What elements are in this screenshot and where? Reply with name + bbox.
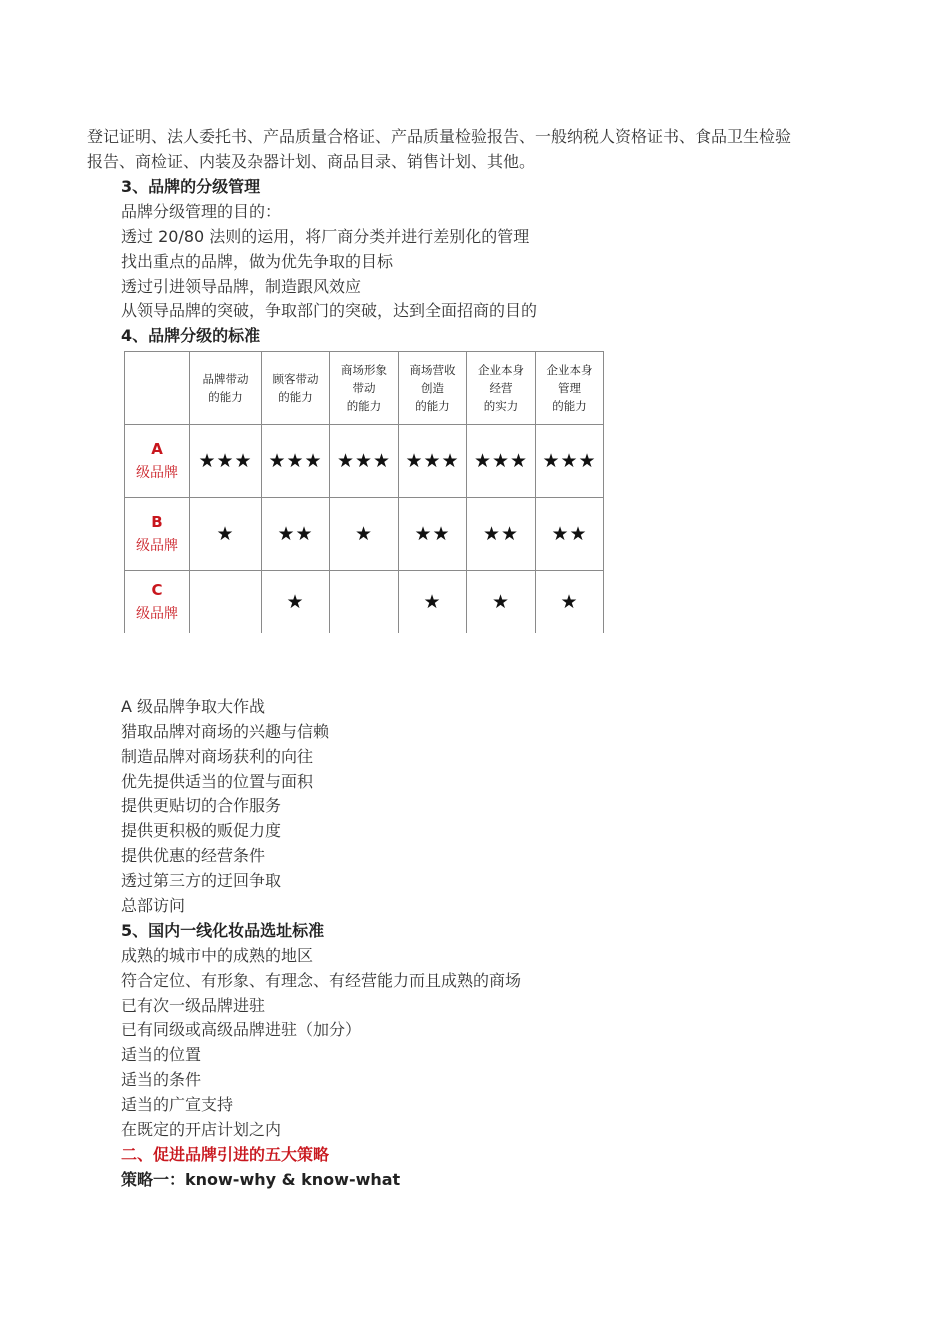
- table-header-cell: 企业本身 经营 的实力: [467, 352, 536, 425]
- star-rating: [330, 571, 399, 634]
- table-corner-cell: [125, 352, 190, 425]
- section-3-line: 透过引进领导品牌，制造跟风效应: [121, 277, 362, 296]
- section-5-line: 已有次一级品牌进驻: [121, 996, 266, 1015]
- star-rating: ★★★: [330, 425, 399, 498]
- star-rating: ★★★: [467, 425, 536, 498]
- table-row-b: [125, 498, 604, 571]
- intro-line-1: 登记证明、法人委托书、产品质量合格证、产品质量检验报告、一般纳税人资格证书、食品卫生检验: [87, 127, 792, 146]
- a-grade-line: 提供更贴切的合作服务: [121, 796, 282, 815]
- grade-label-a: A 级品牌: [125, 425, 190, 498]
- a-grade-line: 提供更积极的贩促力度: [121, 821, 282, 840]
- star-rating: ★★: [262, 498, 330, 571]
- table-header-cell: 顾客带动 的能力: [262, 352, 330, 425]
- section-5-line: 符合定位、有形象、有理念、有经营能力而且成熟的商场: [121, 971, 522, 990]
- grade-label-c: C 级品牌: [125, 571, 190, 634]
- table-row-a: [125, 425, 604, 498]
- star-rating: ★★: [536, 498, 604, 571]
- star-rating: ★★★: [536, 425, 604, 498]
- star-rating: ★: [262, 571, 330, 634]
- star-rating: ★: [330, 498, 399, 571]
- section-3-line: 品牌分级管理的目的：: [121, 202, 282, 221]
- section-5-line: 适当的广宣支持: [121, 1095, 234, 1114]
- a-grade-line: 制造品牌对商场获利的向往: [121, 747, 314, 766]
- strategy-1-heading: 策略一：know-why & know-what: [121, 1170, 401, 1189]
- star-rating: ★★: [467, 498, 536, 571]
- table-header-cell: 企业本身 管理 的能力: [536, 352, 604, 425]
- star-rating: ★: [190, 498, 262, 571]
- a-grade-line: 优先提供适当的位置与面积: [121, 772, 314, 791]
- section-5-heading: 5、国内一线化妆品选址标准: [121, 921, 325, 940]
- section-4-heading: 4、品牌分级的标准: [121, 326, 261, 345]
- section-5-line: 已有同级或高级品牌进驻（加分）: [121, 1020, 362, 1039]
- section-5-line: 适当的条件: [121, 1070, 202, 1089]
- star-rating: ★: [399, 571, 467, 634]
- star-rating: [190, 571, 262, 634]
- table-header-row: [125, 352, 604, 425]
- star-rating: ★: [536, 571, 604, 634]
- a-grade-line: 总部访问: [121, 896, 186, 915]
- brand-grade-table: [124, 351, 604, 633]
- a-grade-line: 猎取品牌对商场的兴趣与信赖: [121, 722, 330, 741]
- section-3-line: 透过 20/80 法则的运用，将厂商分类并进行差别化的管理: [121, 227, 530, 246]
- star-rating: ★★★: [262, 425, 330, 498]
- section-3-line: 找出重点的品牌，做为优先争取的目标: [121, 252, 394, 271]
- table-header-cell: 商场形象 带动 的能力: [330, 352, 399, 425]
- section-5-line: 在既定的开店计划之内: [121, 1120, 282, 1139]
- star-rating: ★★★: [399, 425, 467, 498]
- grade-label-b: B 级品牌: [125, 498, 190, 571]
- intro-line-2: 报告、商检证、内装及杂器计划、商品目录、销售计划、其他。: [87, 152, 536, 171]
- table-header-cell: 商场营收 创造 的能力: [399, 352, 467, 425]
- section-5-line: 成熟的城市中的成熟的地区: [121, 946, 314, 965]
- section-5-line: 适当的位置: [121, 1045, 202, 1064]
- section-3-heading: 3、品牌的分级管理: [121, 177, 261, 196]
- star-rating: ★★: [399, 498, 467, 571]
- a-grade-line: 提供优惠的经营条件: [121, 846, 266, 865]
- a-grade-line: A 级品牌争取大作战: [121, 697, 266, 716]
- star-rating: ★★★: [190, 425, 262, 498]
- table-row-c: [125, 571, 604, 634]
- part-2-heading: 二、促进品牌引进的五大策略: [121, 1145, 330, 1164]
- table-header-cell: 品牌带动 的能力: [190, 352, 262, 425]
- section-3-line: 从领导品牌的突破，争取部门的突破，达到全面招商的目的: [121, 301, 538, 320]
- star-rating: ★: [467, 571, 536, 634]
- a-grade-line: 透过第三方的迂回争取: [121, 871, 282, 890]
